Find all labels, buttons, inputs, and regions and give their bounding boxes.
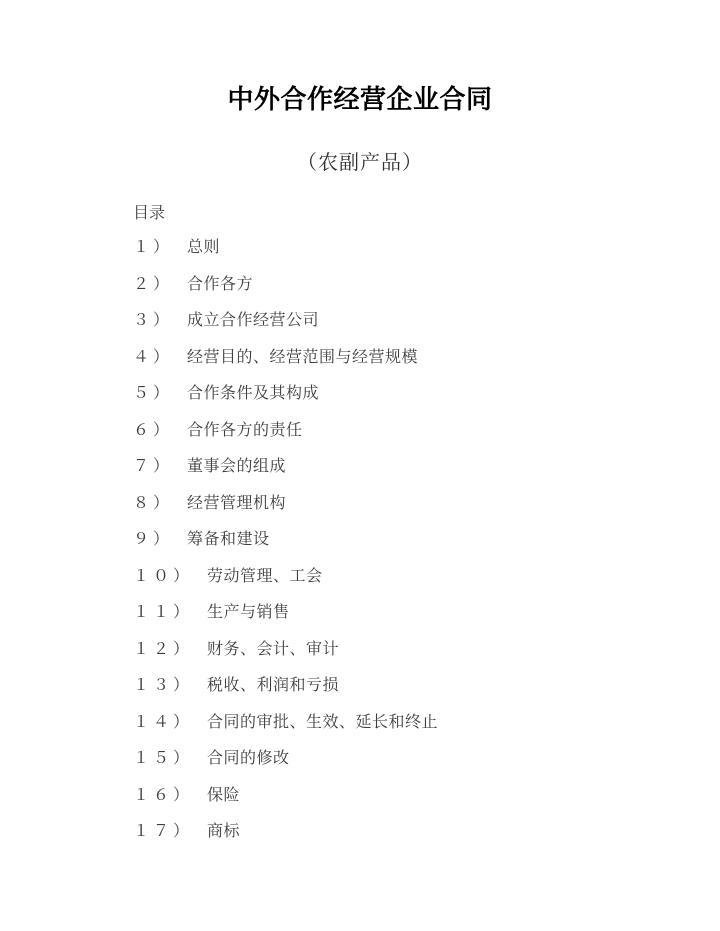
toc-item-number: １６） xyxy=(133,786,194,804)
toc-item-title: 劳动管理、工会 xyxy=(207,567,323,585)
toc-item-title: 成立合作经营公司 xyxy=(187,312,320,329)
toc-item xyxy=(133,310,720,332)
toc-item xyxy=(133,748,720,770)
toc-item-title: 总则 xyxy=(187,239,221,256)
toc-item-number: １） xyxy=(133,239,174,256)
toc-item xyxy=(133,237,720,259)
table-of-contents xyxy=(133,203,720,843)
toc-item-number: １７） xyxy=(133,823,194,840)
toc-item-number: ４） xyxy=(133,348,174,366)
toc-item-number: ８） xyxy=(133,494,174,512)
toc-item-number: ２） xyxy=(133,275,174,293)
toc-item-number: １４） xyxy=(133,713,194,731)
toc-item-title: 合作各方的责任 xyxy=(187,421,303,439)
toc-item xyxy=(133,274,720,296)
toc-item-number: ７） xyxy=(133,458,174,475)
toc-item-title: 经营目的、经营范围与经营规模 xyxy=(187,348,419,366)
toc-heading: 目录 xyxy=(133,205,166,222)
document-subtitle: （农副产品） xyxy=(297,152,423,174)
toc-item xyxy=(133,383,720,405)
toc-item xyxy=(133,821,720,843)
toc-item-title: 经营管理机构 xyxy=(187,494,287,512)
toc-item-title: 筹备和建设 xyxy=(187,531,270,548)
toc-item xyxy=(133,420,720,442)
toc-item-title: 合同的修改 xyxy=(207,750,290,767)
toc-item xyxy=(133,566,720,588)
toc-item xyxy=(133,785,720,807)
toc-item-title: 合作条件及其构成 xyxy=(187,385,320,402)
toc-item-title: 商标 xyxy=(207,823,241,840)
toc-item-number: １３） xyxy=(133,677,194,694)
toc-item-number: １２） xyxy=(133,640,194,658)
toc-item-number: ６） xyxy=(133,421,174,439)
toc-item xyxy=(133,347,720,369)
toc-item-title: 董事会的组成 xyxy=(187,458,287,475)
toc-item xyxy=(133,493,720,515)
toc-item-number: ９） xyxy=(133,531,174,548)
toc-item xyxy=(133,602,720,624)
toc-item-number: ３） xyxy=(133,312,174,329)
toc-item xyxy=(133,712,720,734)
toc-item-title: 合作各方 xyxy=(187,275,254,293)
toc-item-title: 保险 xyxy=(207,786,241,804)
toc-item-title: 财务、会计、审计 xyxy=(207,640,340,658)
toc-item xyxy=(133,529,720,551)
toc-item-number: １５） xyxy=(133,750,194,767)
toc-item-number: ５） xyxy=(133,385,174,402)
toc-item-number: １０） xyxy=(133,567,194,585)
toc-item-title: 税收、利润和亏损 xyxy=(207,677,340,694)
toc-item xyxy=(133,456,720,478)
document-title: 中外合作经营企业合同 xyxy=(227,84,493,114)
toc-item xyxy=(133,675,720,697)
toc-list xyxy=(133,237,720,843)
toc-item xyxy=(133,639,720,661)
toc-item-number: １１） xyxy=(133,604,194,621)
toc-item-title: 生产与销售 xyxy=(207,604,290,621)
toc-item-title: 合同的审批、生效、延长和终止 xyxy=(207,713,439,731)
